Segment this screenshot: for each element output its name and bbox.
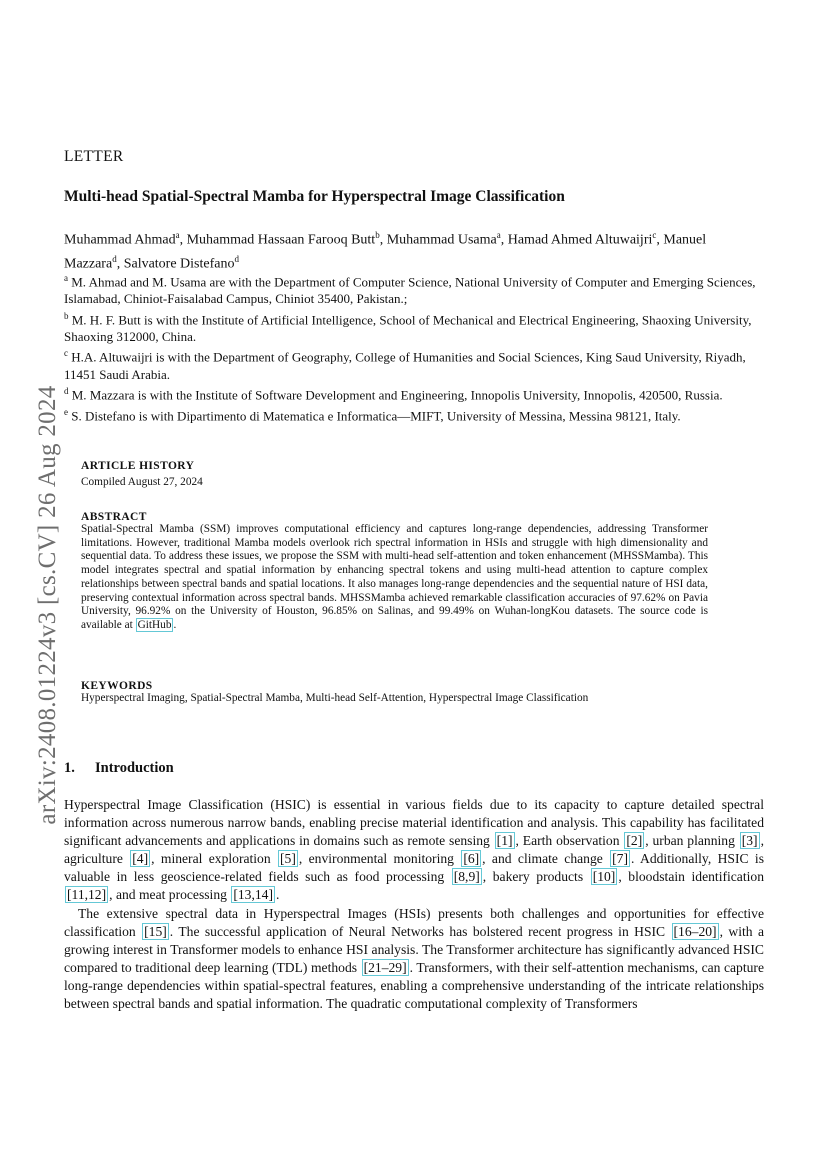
- paragraph-text: . Additionally, HSIC is valuable in less geoscience-related fields such as food processing: [64, 851, 765, 885]
- affiliation-b: $^b$ M. H. F. Butt is with the Institute of Artificial Intelligence, School of Mechanical and Electrical Engineering, Shaoxing University, Shaoxing 312000, China.: [64, 310, 752, 344]
- paragraph-text: . Transformers, with their self-attention mechanisms, can capture long-range dependencies within spatial-spectral features, enabling a comprehensive understanding of the intricate relationships between spectral bands and spatial information. The quadratic computational complexity of Transformers: [64, 959, 764, 1012]
- affiliations: [64, 270, 764, 425]
- affiliation-d: $^d$ M. Mazzara is with the Institute of Software Development and Engineering, Innopolis University, Innopolis, 420500, Russia.: [64, 386, 723, 403]
- affiliation-c: $^c$ H.A. Altuwaijri is with the Department of Geography, College of Humanities and Social Sciences, King Saud University, Riyadh, 11451 Saudi Arabia.: [64, 348, 746, 382]
- github-link[interactable]: GitHub: [137, 618, 172, 631]
- paragraph-text: .: [275, 887, 280, 903]
- citation-link[interactable]: [10]: [592, 869, 616, 885]
- paragraph-text: , urban planning: [645, 833, 739, 849]
- citation-link[interactable]: [13,14]: [233, 887, 273, 903]
- paragraph-text: , Earth observation: [515, 833, 624, 849]
- paragraph-text: , bloodstain identification: [618, 869, 764, 885]
- compiled-date: Compiled August 27, 2024: [81, 476, 203, 488]
- author-list: Muhammad Ahmad$^a$, Muhammad Hassaan Farooq Butt$^b$, Muhammad Usama$^a$, Hamad Ahmed Altuwaijri$^c$, Manuel Mazzara$^d$, Salvatore Distefano$^d$: [64, 230, 707, 272]
- intro-paragraph-1: [64, 796, 764, 905]
- citation-link[interactable]: [6]: [463, 851, 480, 867]
- paragraph-text: , with a growing interest in Transformer models to enhance HSI analysis. The Transformer architecture has significantly advanced HSIC compared to traditional deep learning (TDL) methods: [64, 923, 764, 975]
- abstract-heading: ABSTRACT: [81, 511, 147, 523]
- citation-link[interactable]: [8,9]: [453, 869, 480, 885]
- keywords-section: [81, 680, 708, 706]
- citation-link[interactable]: [3]: [741, 833, 758, 849]
- paragraph-text: , environmental monitoring: [298, 851, 461, 867]
- abstract-text: Spatial-Spectral Mamba (SSM) improves computational efficiency and captures long-range dependencies, addressing Transformer limitations. However, traditional Mamba models overlook rich spectral information in HSIs and struggle with high dimensionality and sequential data. To address these issues, we propose the SSM with multi-head self-attention and token enhancement (MHSSMamba). This model integrates spectral and spatial information by enhancing spectral tokens and using multi-head attention to capture complex relationships between spectral bands and spatial locations. It also manages long-range dependencies and the sequential nature of HSI data, preserving contextual information across spectral bands. MHSSMamba achieved remarkable classification accuracies of 97.62% on Pavia University, 96.92% on the University of Houston, 96.85% on Salinas, and 99.49% on Wuhan-longKou datasets. The source code is available at GitHub .: [81, 523, 708, 631]
- citation-link[interactable]: [4]: [132, 851, 149, 867]
- article-history: [81, 460, 701, 490]
- paper-title: Multi-head Spatial-Spectral Mamba for Hyperspectral Image Classification: [64, 188, 565, 205]
- intro-paragraph-2: [64, 905, 764, 1014]
- paragraph-text: The extensive spectral data in Hyperspectral Images (HSIs) presents both challenges and opportunities for effective classification: [64, 905, 764, 939]
- affiliation-e: $^e$ S. Distefano is with Dipartimento di Matematica e Informatica—MIFT, University of Messina, Messina 98121, Italy.: [64, 407, 681, 424]
- paragraph-text: , and climate change: [482, 851, 610, 867]
- citation-link[interactable]: [21–29]: [363, 959, 407, 975]
- introduction-body: [64, 796, 764, 1013]
- paragraph-text: . The successful application of Neural Networks has bolstered recent progress in HSIC: [169, 923, 671, 939]
- section-heading-introduction: 1. Introduction: [64, 760, 174, 776]
- paragraph-text: Hyperspectral Image Classification (HSIC) is essential in various fields due to its capacity to capture detailed spectral information across numerous narrow bands, enabling precise material identification and analysis. This capability has facilitated significant advancements and applications in domains such as remote sensing: [64, 797, 764, 849]
- citation-link[interactable]: [2]: [626, 833, 643, 849]
- citation-link[interactable]: [1]: [496, 833, 513, 849]
- abstract-section: [81, 511, 708, 633]
- affiliation-a: $^a$ M. Ahmad and M. Usama are with the Department of Computer Science, National University of Computer and Emerging Sciences, Islamabad, Chiniot-Faisalabad Campus, Chiniot 35400, Pakistan.;: [64, 273, 756, 307]
- citation-link[interactable]: [15]: [144, 923, 167, 939]
- citation-link[interactable]: [11,12]: [67, 887, 107, 903]
- article-history-heading: ARTICLE HISTORY: [81, 460, 195, 472]
- keywords-heading: KEYWORDS: [81, 680, 153, 692]
- paragraph-text: , mineral exploration: [151, 851, 278, 867]
- keywords-text: Hyperspectral Imaging, Spatial-Spectral Mamba, Multi-head Self-Attention, Hyperspectral Image Classification: [81, 692, 589, 704]
- citation-link[interactable]: [5]: [280, 851, 296, 867]
- citation-link[interactable]: [7]: [612, 851, 628, 867]
- paragraph-text: , and meat processing: [109, 887, 231, 903]
- paragraph-text: , agriculture: [64, 833, 764, 867]
- article-type-label: LETTER: [64, 148, 124, 165]
- paragraph-text: , bakery products: [482, 869, 590, 885]
- citation-link[interactable]: [16–20]: [673, 923, 717, 939]
